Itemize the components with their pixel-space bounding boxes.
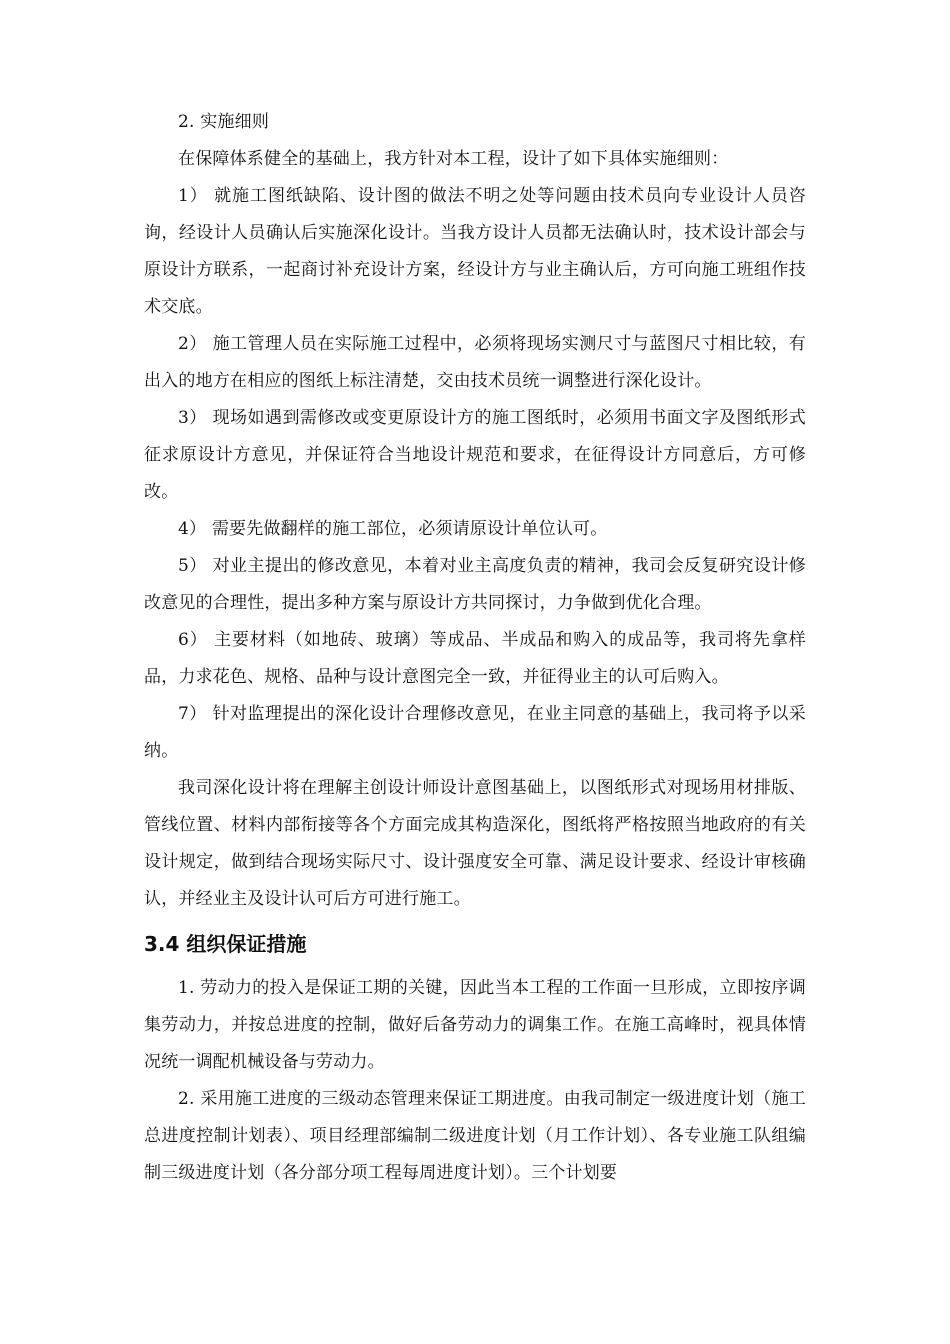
paragraph-rule-6: 6） 主要材料（如地砖、玻璃）等成品、半成品和购入的成品等，我司将先拿样品，力求花色、规格、品种与设计意图完全一致，并征得业主的认可后购入。 xyxy=(144,630,806,687)
paragraph-measure-1: 1. 劳动力的投入是保证工期的关键，因此当本工程的工作面一旦形成，立即按序调集劳动力，并按总进度的控制，做好后备劳动力的调集工作。在施工高峰时，视具体情况统一调配机械设备与劳动力。 xyxy=(144,978,806,1072)
paragraph-rule-2: 2） 施工管理人员在实际施工过程中，必须将现场实测尺寸与蓝图尺寸相比较，有出入的地方在相应的图纸上标注清楚，交由技术员统一调整进行深化设计。 xyxy=(144,334,806,391)
paragraph-rule-1: 1） 就施工图纸缺陷、设计图的做法不明之处等问题由技术员向专业设计人员咨询，经设计人员确认后实施深化设计。当我方设计人员都无法确认时，技术设计部会与原设计方联系，一起商讨补充设计方案，经设计方与业主确认后，方可向施工班组作技术交底。 xyxy=(144,186,806,317)
paragraph-rule-5: 5） 对业主提出的修改意见，本着对业主高度负责的精神，我司会反复研究设计修改意见的合理性，提出多种方案与原设计方共同探讨，力争做到优化合理。 xyxy=(144,556,806,613)
paragraph-measure-2: 2. 采用施工进度的三级动态管理来保证工期进度。由我司制定一级进度计划（施工总进度控制计划表）、项目经理部编制二级进度计划（月工作计划）、各专业施工队组编制三级进度计划（各分部分项工程每周进度计划）。三个计划要 xyxy=(144,1089,806,1183)
subheading-implementation-rules: 2. 实施细则 xyxy=(178,112,270,132)
paragraph-rule-7: 7） 针对监理提出的深化设计合理修改意见，在业主同意的基础上，我司将予以采纳。 xyxy=(144,704,806,761)
document-body xyxy=(144,104,806,1192)
paragraph-rule-3: 3） 现场如遇到需修改或变更原设计方的施工图纸时，必须用书面文字及图纸形式征求原设计方意见，并保证符合当地设计规范和要求，在征得设计方同意后，方可修改。 xyxy=(144,408,806,502)
paragraph-summary: 我司深化设计将在理解主创设计师设计意图基础上，以图纸形式对现场用材排版、管线位置、材料内部衔接等各个方面完成其构造深化，图纸将严格按照当地政府的有关设计规定，做到结合现场实际尺寸、设计强度安全可靠、满足设计要求、经设计审核确认，并经业主及设计认可后方可进行施工。 xyxy=(144,778,806,909)
section-heading: 3.4 组织保证措施 xyxy=(144,932,307,956)
paragraph-rule-4: 4） 需要先做翻样的施工部位，必须请原设计单位认可。 xyxy=(178,519,608,539)
paragraph-intro: 在保障体系健全的基础上，我方针对本工程，设计了如下具体实施细则： xyxy=(178,149,729,169)
